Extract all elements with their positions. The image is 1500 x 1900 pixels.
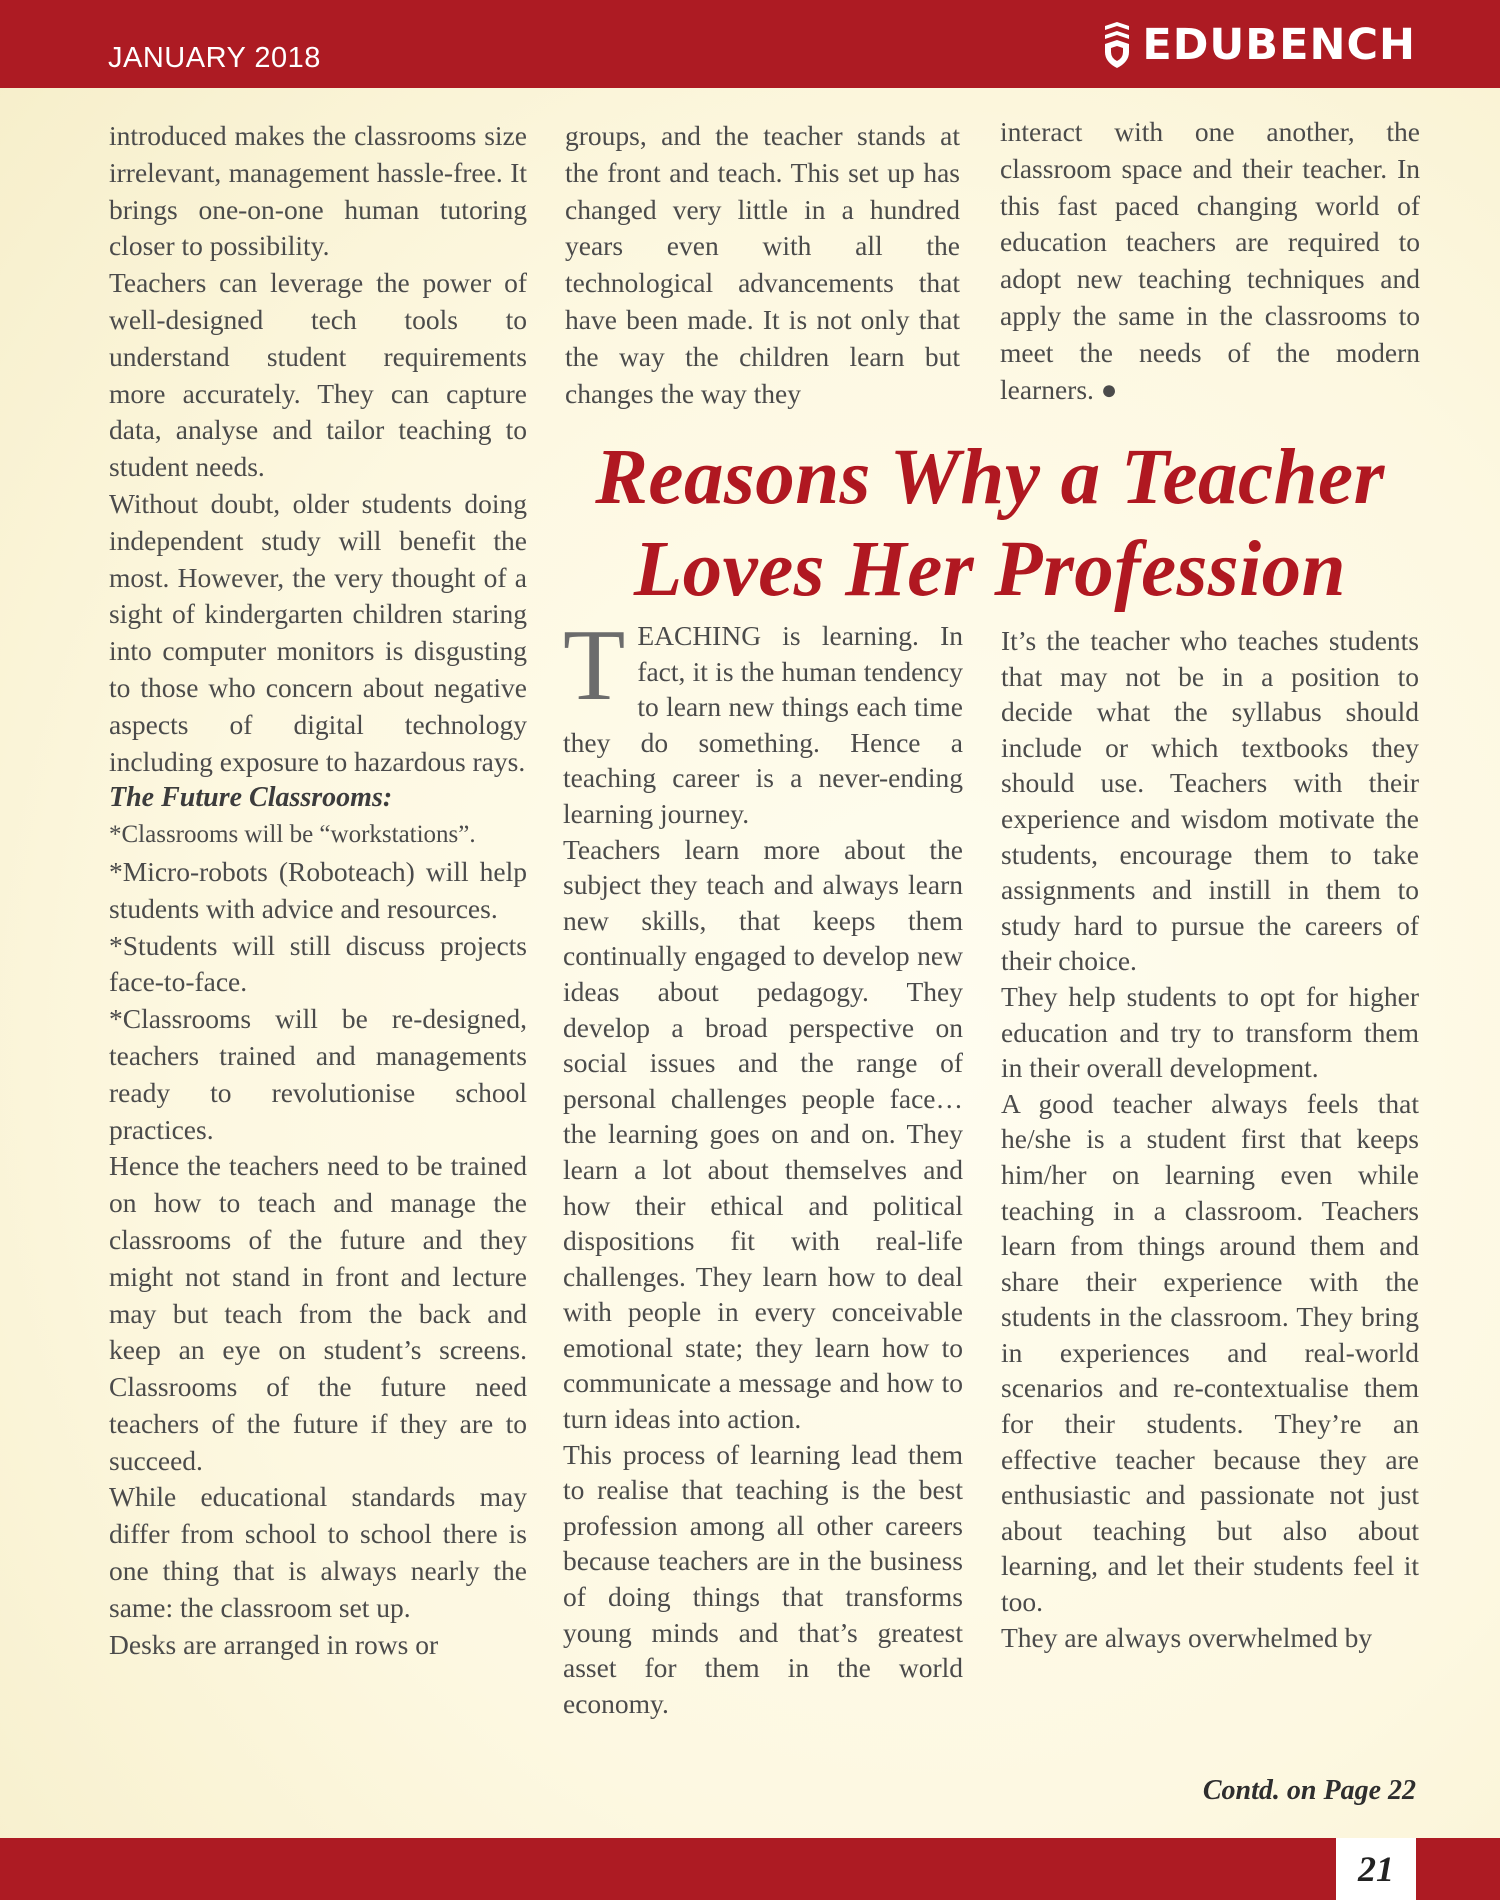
column-left xyxy=(109,118,527,1818)
issue-date: JANUARY 2018 xyxy=(108,42,321,74)
column-right-top xyxy=(1000,114,1420,414)
paragraph: Desks are arranged in rows or xyxy=(109,1628,439,1660)
paragraph xyxy=(563,618,963,832)
continued-note: Contd. on Page 22 xyxy=(1202,1775,1416,1806)
paragraph: This process of learning lead them to realise that teaching is the best profession among all other careers because teachers are in the business of doing things that transforms young minds and that’s greatest asset for them in the world economy. xyxy=(563,1438,963,1719)
drop-cap: T xyxy=(563,618,626,722)
paragraph: While educational standards may differ from school to school there is one thing that is always nearly the same: the classroom set up. xyxy=(109,1481,527,1623)
paragraph: A good teacher always feels that he/she is a student first that keeps him/her on learning even while teaching in a classroom. Teachers learn from things around them and share their experience with the students in the classroom. They bring in experiences and real-world scenarios and re-contextualise them for their students. They’re an effective teacher because they are enthusiastic and passionate not just about teaching but also about learning, and let their students feel it too. xyxy=(1001,1087,1419,1618)
bullet-item: *Students will still discuss projects face-to-face. xyxy=(109,929,527,998)
paragraph: introduced makes the classrooms size irrelevant, management hassle-free. It brings one-on-one human tutoring closer to possibility. xyxy=(109,120,527,262)
paragraph: They help students to opt for higher education and try to transform them in their overall development. xyxy=(1001,980,1419,1084)
paragraph: interact with one another, the classroom space and their teacher. In this fast paced changing world of education teachers are required to adopt new teaching techniques and apply the same in the classrooms to meet the needs of the modern learners. ● xyxy=(1000,116,1420,405)
page-footer xyxy=(0,1838,1500,1900)
article-title-line: Loves Her Profession xyxy=(633,526,1347,613)
paragraph: Without doubt, older students doing independent study will benefit the most. However, the very thought of a sight of kindergarten children staring into computer monitors is disgusting to those who concern about negative aspects of digital technology including exposure to hazardous rays. xyxy=(109,487,527,777)
paragraph: Teachers learn more about the subject they teach and always learn new skills, that keeps them continually engaged to develop new ideas about pedagogy. They develop a broad perspective on social issues and the range of personal challenges people face…the learning goes on and on. They learn a lot about themselves and how their ethical and political dispositions fit with real-life challenges. They learn how to deal with people in every conceivable emotional state; they learn how to communicate a message and how to turn ideas into action. xyxy=(563,833,963,1435)
bullet-item: *Classrooms will be “workstations”. xyxy=(109,821,476,849)
page-number-box xyxy=(1336,1838,1416,1900)
page-header xyxy=(0,0,1500,88)
bullet-item: *Micro-robots (Roboteach) will help students with advice and resources. xyxy=(109,855,527,924)
article-column-middle xyxy=(563,618,963,1798)
paragraph: Hence the teachers need to be trained on how to teach and manage the classrooms of the future and they might not stand in front and lecture may but teach from the back and keep an eye on student’s screens. Classrooms of the future need teachers of the future if they are to succeed. xyxy=(109,1150,527,1476)
edubench-logo xyxy=(1102,20,1416,70)
page-number: 21 xyxy=(1358,1849,1394,1889)
bullet-item: *Classrooms will be re-designed, teachers trained and managements ready to revolutionise school practices. xyxy=(109,1003,527,1145)
section-subhead: The Future Classrooms: xyxy=(109,782,393,814)
column-middle-top xyxy=(565,118,960,418)
article-title-line: Reasons Why a Teacher xyxy=(595,434,1385,521)
paragraph: They are always overwhelmed by xyxy=(1001,1621,1373,1653)
paragraph: It’s the teacher who teaches students that may not be in a position to decide what the syllabus should include or which textbooks they should use. Teachers with their experience and wisdom motivate the students, encourage them to take assignments and instill in them to study hard to pursue the careers of their choice. xyxy=(1001,625,1419,977)
shield-logo-icon xyxy=(1102,22,1132,68)
paragraph-text: EACHING is learning. In fact, it is the human tendency to learn new things each time they do something. Hence a teaching career is a never-ending learning journey. xyxy=(563,620,963,829)
article-title xyxy=(540,432,1440,616)
paragraph: groups, and the teacher stands at the front and teach. This set up has changed very little in a hundred years even with all the technological advancements that have been made. It is not only that the way the children learn but changes the way they xyxy=(565,120,960,409)
article-column-right xyxy=(1001,623,1419,1743)
brand-name: EDUBENCH xyxy=(1142,20,1416,70)
paragraph: Teachers can leverage the power of well-designed tech tools to understand student requirements more accurately. They can capture data, analyse and tailor teaching to student needs. xyxy=(109,267,527,483)
